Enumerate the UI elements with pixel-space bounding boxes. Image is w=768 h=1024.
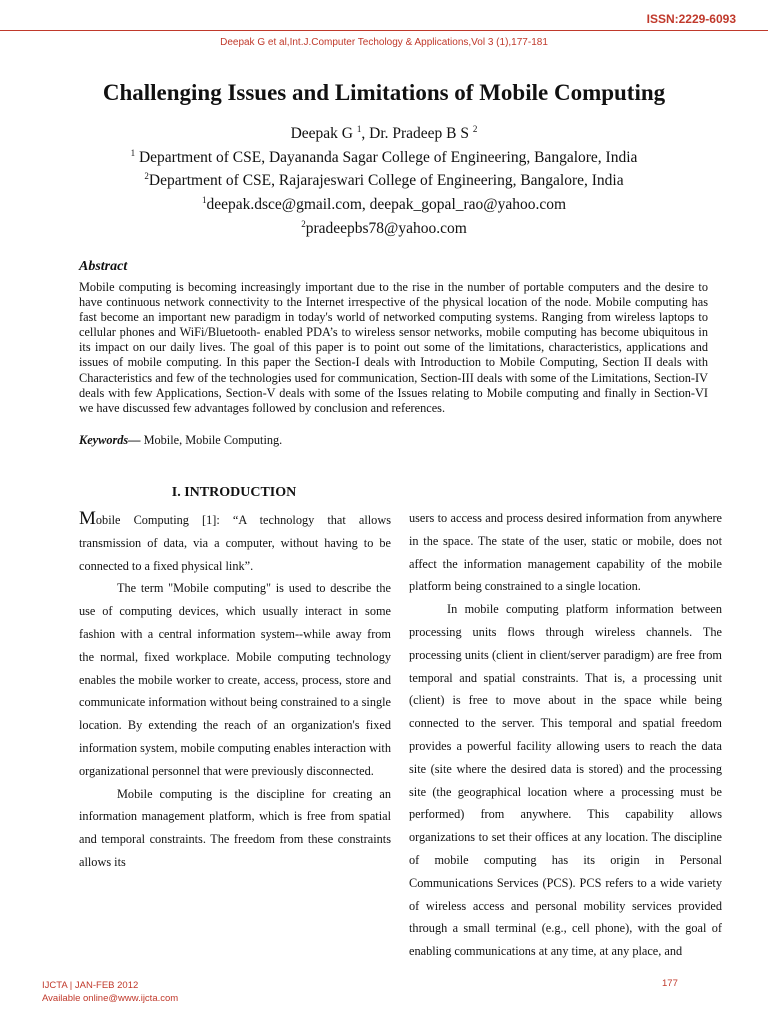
email-1-sup: 1 [201,194,207,205]
keywords [79,433,282,448]
affiliation-2-sup: 2 [144,171,149,182]
email-2-sup: 2 [301,218,306,229]
affiliation-2-text: Department of CSE, Rajarajeswari College of Engineering, Bangalore, India [148,172,624,190]
affiliation-1-sup: 1 [130,147,136,158]
email-1-text: deepak.dsce@gmail.com, deepak_gopal_rao@yahoo.com [206,196,567,214]
author-1: Deepak G [290,125,353,143]
authors-line [0,120,768,144]
right-column [409,507,722,963]
footer-journal [42,979,178,1005]
intro-paragraph-3: Mobile computing is the discipline for creating an information management platform, which is free from spatial and temporal constraints. The freedom from these constraints allows its [79,786,391,869]
keywords-label: Keywords— [79,433,141,447]
page-number: 177 [662,978,678,989]
header-rule [0,30,768,31]
drop-cap: M [79,508,96,529]
left-column [79,509,391,874]
footer-online: Available online@www.ijcta.com [42,993,179,1004]
abstract-heading: Abstract [79,259,128,274]
footer-journal-issue: IJCTA | JAN-FEB 2012 [42,980,139,991]
intro-paragraph-1 [79,509,391,577]
email-2 [0,215,768,239]
paper-title: Challenging Issues and Limitations of Mobile Computing [102,80,666,105]
intro-paragraph-1-text: obile Computing [1]: “A technology that allows transmission of data, via a computer, without having to be connected to a fixed physical link”. [79,513,391,573]
section-heading-introduction: I. INTRODUCTION [171,485,297,500]
author-block [0,120,768,238]
affiliation-1-text: Department of CSE, Dayananda Sagar College of Engineering, Bangalore, India [138,148,638,166]
intro-paragraph-5: In mobile computing platform information between processing units flows through wireless channels. The processing units (client in client/server paradigm) are free from temporal and spatial constraints. That is, a processing unit (client) is free to move about in the space while being connected to the server. This temporal and spatial freedom provides a powerful facility allowing users to reach the data site (site where the desired data is stored) and the processing site (the geographical location where a processing must be performed) from anywhere. This capability allows organizations to set their offices at any location. The discipline of mobile computing has its origin in Personal Communications Services (PCS). PCS refers to a wide variety of wireless access and personal mobility services provided through a small terminal (e.g., cell phone), with the goal of enabling communications at any time, at any place, and [409,602,722,959]
author-1-sup: 1 [356,124,362,134]
author-separator: , Dr. Pradeep B S [361,125,470,143]
email-2-text: pradeepbs78@yahoo.com [305,219,467,237]
intro-paragraph-4: users to access and process desired information from anywhere in the space. The state of the user, static or mobile, does not affect the information management capability of the mobile platform being constrained to a single location. [409,511,722,594]
author-2-sup: 2 [472,124,478,134]
keywords-text: Mobile, Mobile Computing. [140,433,283,447]
issn: ISSN:2229-6093 [646,12,736,26]
email-1 [0,191,768,215]
abstract-body: Mobile computing is becoming increasingly important due to the rise in the number of portable computers and the desire to have continuous network connectivity to the Internet irrespective of the physical location of the node. Mobile computing has fast become an important new paradigm in today's world of networked computing systems. Ranging from wireless laptops to cellular phones and WiFi/Bluetooth- enabled PDA’s to wireless sensor networks, mobile computing has become ubiquitous in its impact on our daily lives. The goal of this paper is to point out some of the limitations, characteristics, applications and issues of mobile computing. In this paper the Section-I deals with Introduction to Mobile Computing, Section II deals with Characteristics and few of the technologies used for communication, Section-III deals with some of the Limitations, Section-IV deals with few Applications, Section-V deals with some of the Issues relating to Mobile computing and finally in Section-VI we have discussed few advantages followed by conclusion and references. [79,280,708,415]
affiliation-1 [0,144,768,168]
affiliation-2 [0,167,768,191]
intro-paragraph-2: The term "Mobile computing" is used to describe the use of computing devices, which usually interact in some fashion with a central information system--while away from the normal, fixed workplace. Mobile computing technology enables the mobile worker to create, access, process, store and communicate information without being constrained to a single location. By extending the reach of an organization's fixed information system, mobile computing enables interaction with organizational personnel that were previously disconnected. [79,581,391,778]
running-head: Deepak G et al,Int.J.Computer Techology & Applications,Vol 3 (1),177-181 [220,37,548,48]
